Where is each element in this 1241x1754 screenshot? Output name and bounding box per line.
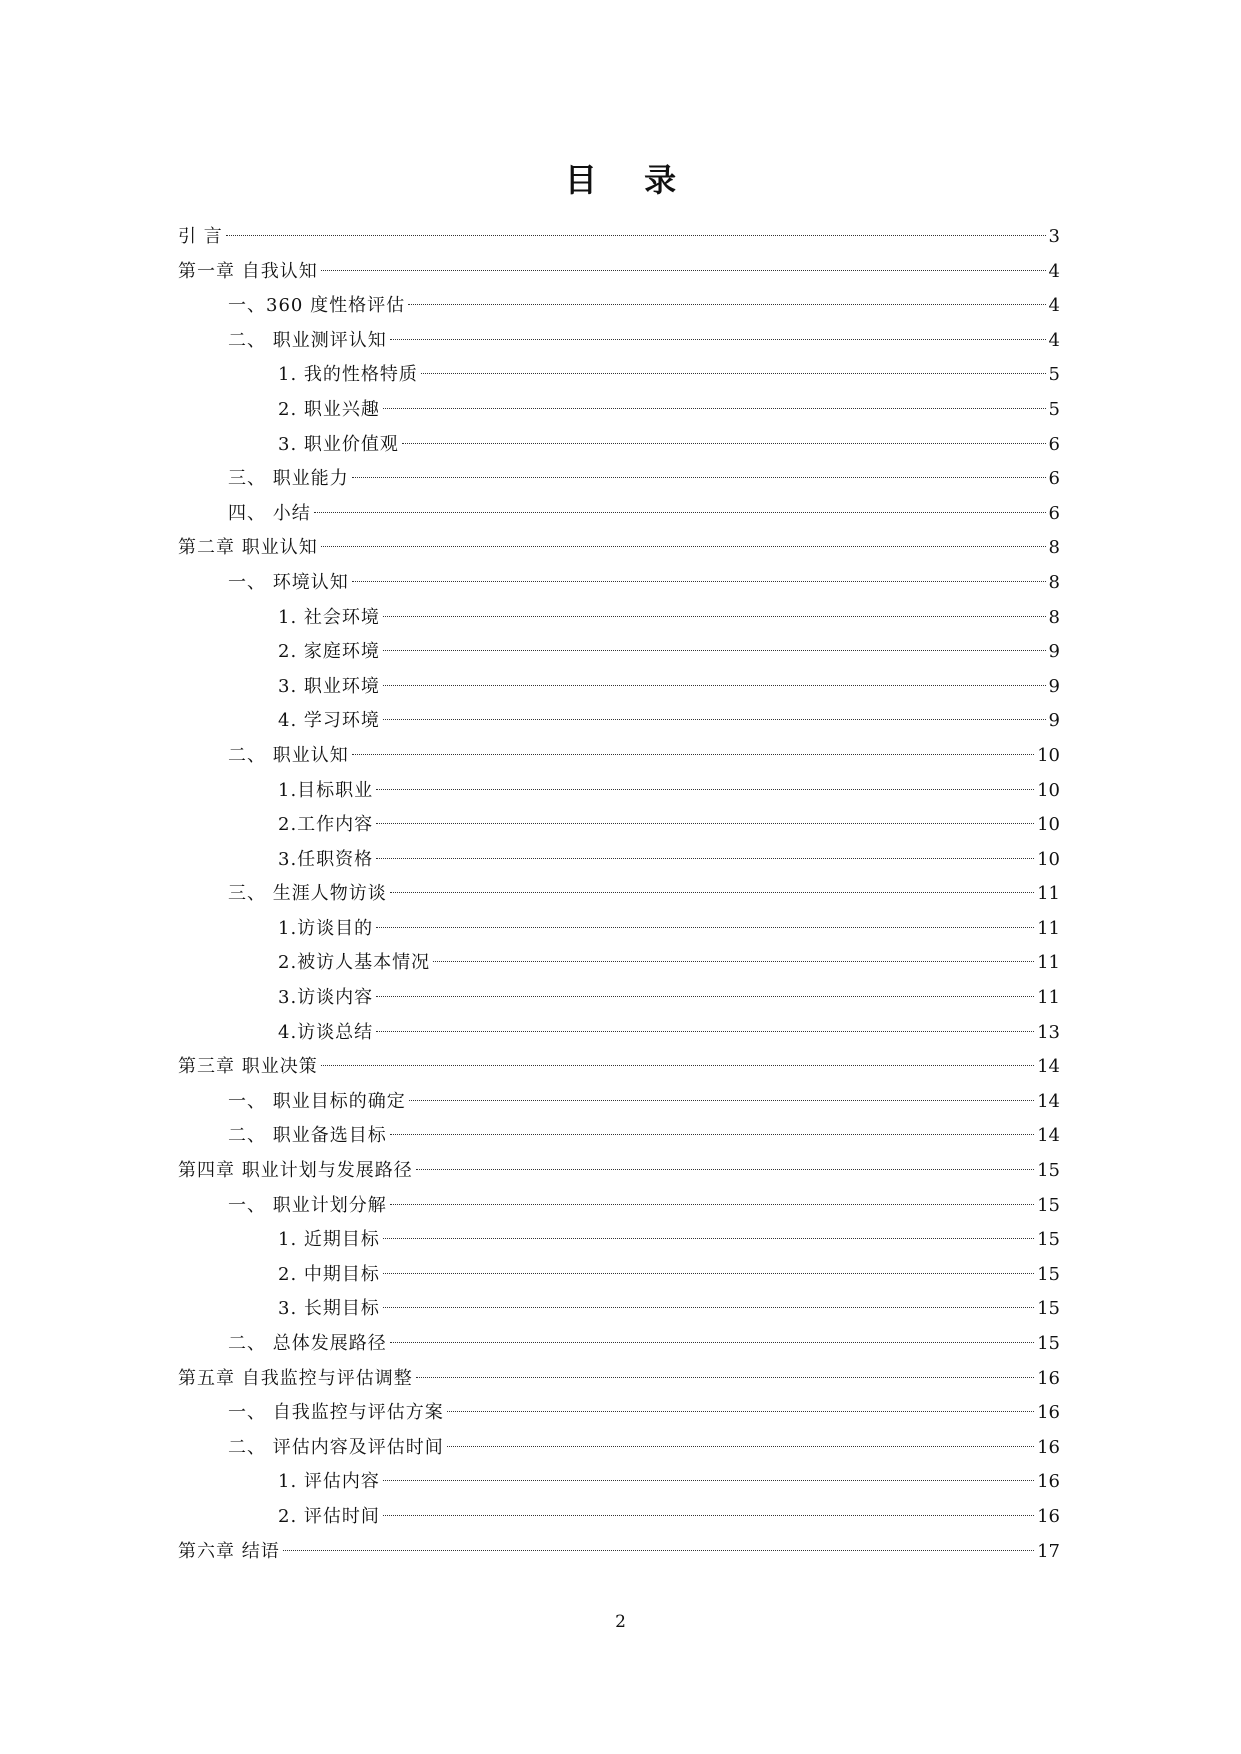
dot-leader bbox=[390, 1134, 1034, 1135]
toc-entry-page: 17 bbox=[1037, 1540, 1060, 1562]
toc-entry-page: 14 bbox=[1037, 1090, 1060, 1112]
dot-leader bbox=[390, 892, 1034, 893]
toc-entry[interactable] bbox=[178, 1396, 1060, 1431]
toc-entry-page: 4 bbox=[1048, 260, 1060, 282]
toc-entry-label: 四、 小结 bbox=[228, 502, 311, 524]
toc-entry-page: 15 bbox=[1037, 1298, 1060, 1320]
toc-entry[interactable] bbox=[178, 289, 1060, 324]
toc-entry-page: 4 bbox=[1048, 329, 1060, 351]
toc-entry-page: 5 bbox=[1048, 398, 1060, 420]
toc-entry-page: 9 bbox=[1048, 675, 1060, 697]
toc-entry[interactable] bbox=[178, 981, 1060, 1016]
dot-leader bbox=[383, 408, 1046, 409]
toc-entry-label: 一、 环境认知 bbox=[228, 571, 349, 593]
toc-entry[interactable] bbox=[178, 704, 1060, 739]
toc-entry-page: 6 bbox=[1048, 433, 1060, 455]
toc-entry-page: 15 bbox=[1037, 1160, 1060, 1182]
toc-entry-label: 第三章 职业决策 bbox=[178, 1056, 318, 1078]
dot-leader bbox=[352, 754, 1034, 755]
toc-entry[interactable] bbox=[178, 1465, 1060, 1500]
dot-leader bbox=[383, 1515, 1034, 1516]
dot-leader bbox=[383, 650, 1046, 651]
toc-entry[interactable] bbox=[178, 255, 1060, 290]
toc-entry[interactable] bbox=[178, 1085, 1060, 1120]
dot-leader bbox=[433, 961, 1034, 962]
dot-leader bbox=[383, 1307, 1034, 1308]
toc-entry[interactable] bbox=[178, 843, 1060, 878]
dot-leader bbox=[352, 477, 1046, 478]
toc-entry[interactable] bbox=[178, 393, 1060, 428]
toc-entry-label: 4.访谈总结 bbox=[278, 1021, 374, 1043]
toc-entry-page: 14 bbox=[1037, 1125, 1060, 1147]
dot-leader bbox=[376, 858, 1034, 859]
toc-entry[interactable] bbox=[178, 358, 1060, 393]
toc-entry-page: 16 bbox=[1037, 1505, 1060, 1527]
toc-entry-label: 一、 职业目标的确定 bbox=[228, 1090, 406, 1112]
dot-leader bbox=[383, 685, 1046, 686]
toc-entry[interactable] bbox=[178, 1500, 1060, 1535]
toc-entry-page: 15 bbox=[1037, 1194, 1060, 1216]
toc-entry-label: 三、 职业能力 bbox=[228, 468, 349, 490]
toc-entry[interactable] bbox=[178, 739, 1060, 774]
toc-entry-page: 15 bbox=[1037, 1263, 1060, 1285]
dot-leader bbox=[416, 1377, 1034, 1378]
toc-entry-label: 二、 总体发展路径 bbox=[228, 1333, 387, 1354]
toc-entry-page: 8 bbox=[1048, 537, 1060, 559]
toc-entry-label: 3. 长期目标 bbox=[278, 1298, 380, 1320]
toc-entry[interactable] bbox=[178, 497, 1060, 532]
toc-entry-page: 10 bbox=[1037, 848, 1060, 870]
toc-entry-label: 二、 职业认知 bbox=[228, 744, 349, 766]
dot-leader bbox=[383, 1238, 1034, 1239]
toc-entry-label: 1. 社会环境 bbox=[278, 606, 380, 628]
table-of-contents bbox=[178, 220, 1060, 1569]
dot-leader bbox=[321, 546, 1046, 547]
dot-leader bbox=[376, 996, 1034, 997]
toc-entry-label: 第一章 自我认知 bbox=[178, 260, 318, 282]
toc-entry-label: 2. 中期目标 bbox=[278, 1263, 380, 1285]
toc-entry[interactable] bbox=[178, 670, 1060, 705]
toc-entry-label: 3.任职资格 bbox=[278, 848, 374, 870]
toc-entry-page: 16 bbox=[1037, 1436, 1060, 1458]
dot-leader bbox=[390, 339, 1046, 340]
toc-entry[interactable] bbox=[178, 1223, 1060, 1258]
dot-leader bbox=[383, 719, 1046, 720]
dot-leader bbox=[390, 1204, 1034, 1205]
toc-entry-page: 10 bbox=[1037, 779, 1060, 801]
toc-entry-label: 2. 评估时间 bbox=[278, 1505, 380, 1527]
toc-entry[interactable] bbox=[178, 808, 1060, 843]
toc-entry-page: 9 bbox=[1048, 710, 1060, 732]
toc-entry[interactable] bbox=[178, 324, 1060, 359]
toc-title: 目 录 bbox=[564, 161, 695, 199]
toc-entry-page: 11 bbox=[1037, 883, 1060, 905]
toc-entry-label: 第五章 自我监控与评估调整 bbox=[178, 1367, 413, 1389]
dot-leader bbox=[408, 304, 1045, 305]
dot-leader bbox=[421, 373, 1046, 374]
toc-entry-label: 1. 评估内容 bbox=[278, 1471, 380, 1493]
dot-leader bbox=[376, 789, 1034, 790]
toc-entry-page: 16 bbox=[1037, 1367, 1060, 1389]
toc-entry-label: 3. 职业价值观 bbox=[278, 433, 399, 455]
toc-entry[interactable] bbox=[178, 1292, 1060, 1327]
toc-entry[interactable] bbox=[178, 1362, 1060, 1397]
toc-entry[interactable] bbox=[178, 428, 1060, 463]
toc-entry-label: 第六章 结语 bbox=[178, 1540, 280, 1562]
dot-leader bbox=[383, 1273, 1034, 1274]
dot-leader bbox=[226, 235, 1046, 236]
toc-entry-label: 2. 职业兴趣 bbox=[278, 398, 380, 420]
dot-leader bbox=[376, 1031, 1034, 1032]
toc-entry[interactable] bbox=[178, 1327, 1060, 1362]
dot-leader bbox=[352, 581, 1046, 582]
toc-entry[interactable] bbox=[178, 1535, 1060, 1570]
dot-leader bbox=[447, 1446, 1034, 1447]
dot-leader bbox=[383, 1480, 1034, 1481]
toc-entry-label: 二、 评估内容及评估时间 bbox=[228, 1436, 444, 1458]
dot-leader bbox=[376, 823, 1034, 824]
toc-entry-page: 5 bbox=[1048, 364, 1060, 386]
toc-entry-label: 2. 家庭环境 bbox=[278, 641, 380, 663]
toc-entry[interactable] bbox=[178, 1016, 1060, 1051]
toc-entry[interactable] bbox=[178, 1154, 1060, 1189]
dot-leader bbox=[383, 616, 1046, 617]
toc-entry-label: 引 言 bbox=[178, 226, 223, 247]
toc-entry-page: 8 bbox=[1048, 606, 1060, 628]
toc-entry-page: 16 bbox=[1037, 1402, 1060, 1424]
toc-entry-page: 15 bbox=[1037, 1229, 1060, 1251]
toc-entry-page: 9 bbox=[1048, 641, 1060, 663]
toc-entry-label: 二、 职业备选目标 bbox=[228, 1125, 387, 1147]
toc-entry-label: 一、 自我监控与评估方案 bbox=[228, 1402, 444, 1424]
toc-entry[interactable] bbox=[178, 1050, 1060, 1085]
toc-entry-page: 3 bbox=[1048, 226, 1060, 247]
toc-entry-label: 2.工作内容 bbox=[278, 814, 374, 836]
toc-entry-page: 10 bbox=[1037, 814, 1060, 836]
toc-entry-label: 一、360 度性格评估 bbox=[228, 295, 406, 317]
dot-leader bbox=[376, 927, 1034, 928]
toc-entry-label: 三、 生涯人物访谈 bbox=[228, 883, 387, 905]
toc-entry-label: 二、 职业测评认知 bbox=[228, 329, 387, 351]
toc-entry-label: 3. 职业环境 bbox=[278, 675, 380, 697]
dot-leader bbox=[321, 1065, 1034, 1066]
toc-entry[interactable] bbox=[178, 912, 1060, 947]
toc-entry[interactable] bbox=[178, 946, 1060, 981]
toc-entry-page: 11 bbox=[1037, 987, 1060, 1009]
dot-leader bbox=[390, 1342, 1034, 1343]
toc-entry[interactable] bbox=[178, 1258, 1060, 1293]
toc-entry-label: 3.访谈内容 bbox=[278, 987, 374, 1009]
toc-entry-page: 6 bbox=[1048, 468, 1060, 490]
toc-entry-page: 10 bbox=[1037, 744, 1060, 766]
toc-entry-label: 第四章 职业计划与发展路径 bbox=[178, 1160, 413, 1182]
toc-entry[interactable] bbox=[178, 877, 1060, 912]
toc-entry[interactable] bbox=[178, 1189, 1060, 1224]
toc-entry-label: 1.访谈目的 bbox=[278, 917, 374, 939]
toc-entry-label: 2.被访人基本情况 bbox=[278, 952, 431, 974]
toc-entry[interactable] bbox=[178, 1119, 1060, 1154]
toc-entry[interactable] bbox=[178, 635, 1060, 670]
page-number: 2 bbox=[615, 1612, 626, 1632]
toc-entry[interactable] bbox=[178, 220, 1060, 255]
toc-entry-page: 15 bbox=[1037, 1333, 1060, 1354]
toc-entry-label: 1.目标职业 bbox=[278, 779, 374, 801]
toc-entry[interactable] bbox=[178, 1431, 1060, 1466]
toc-entry-page: 6 bbox=[1048, 502, 1060, 524]
toc-entry-label: 一、 职业计划分解 bbox=[228, 1194, 387, 1216]
dot-leader bbox=[447, 1411, 1034, 1412]
toc-entry-label: 1. 近期目标 bbox=[278, 1229, 380, 1251]
dot-leader bbox=[416, 1169, 1034, 1170]
toc-entry-label: 4. 学习环境 bbox=[278, 710, 380, 732]
dot-leader bbox=[402, 443, 1046, 444]
toc-entry-page: 13 bbox=[1037, 1021, 1060, 1043]
toc-entry-page: 8 bbox=[1048, 571, 1060, 593]
dot-leader bbox=[314, 512, 1046, 513]
toc-entry-page: 11 bbox=[1037, 917, 1060, 939]
toc-entry-page: 4 bbox=[1048, 295, 1060, 317]
toc-entry-label: 第二章 职业认知 bbox=[178, 537, 318, 559]
dot-leader bbox=[409, 1100, 1034, 1101]
toc-entry[interactable] bbox=[178, 774, 1060, 809]
toc-entry-label: 1. 我的性格特质 bbox=[278, 364, 418, 386]
toc-entry[interactable] bbox=[178, 462, 1060, 497]
dot-leader bbox=[321, 270, 1046, 271]
toc-entry[interactable] bbox=[178, 566, 1060, 601]
toc-entry-page: 11 bbox=[1037, 952, 1060, 974]
toc-entry-page: 16 bbox=[1037, 1471, 1060, 1493]
dot-leader bbox=[283, 1550, 1034, 1551]
toc-entry-page: 14 bbox=[1037, 1056, 1060, 1078]
toc-entry[interactable] bbox=[178, 531, 1060, 566]
toc-entry[interactable] bbox=[178, 601, 1060, 636]
